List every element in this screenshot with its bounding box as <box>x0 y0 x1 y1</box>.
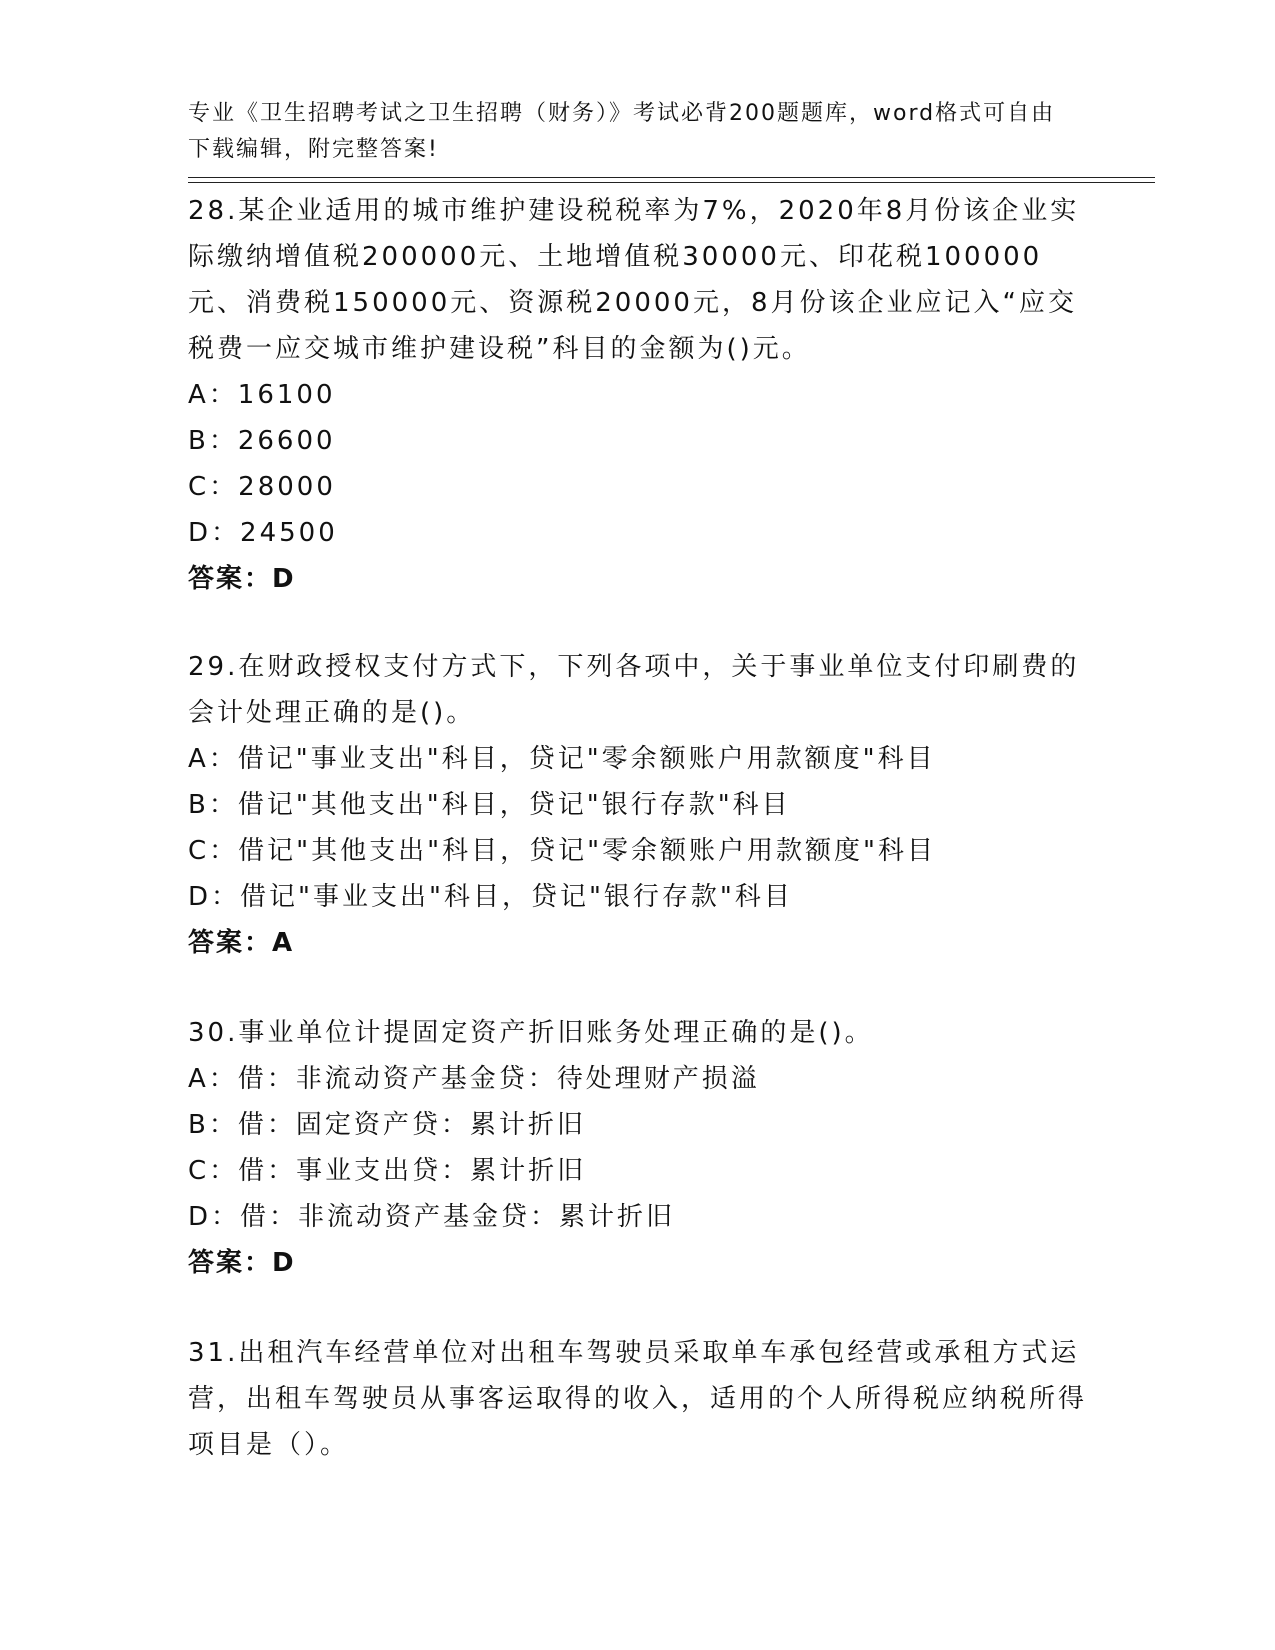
option-d: D：借记"事业支出"科目，贷记"银行存款"科目 <box>188 882 793 912</box>
answer: 答案：D <box>188 564 296 594</box>
option-d: D：24500 <box>188 518 338 548</box>
option-a: A：16100 <box>188 380 336 410</box>
question-29 <box>188 644 1088 966</box>
question-31 <box>188 1330 1088 1468</box>
option-d: D：借：非流动资产基金贷：累计折旧 <box>188 1202 676 1232</box>
option-c: C：28000 <box>188 472 336 502</box>
option-a: A：借：非流动资产基金贷：待处理财产损溢 <box>188 1064 760 1094</box>
option-c: C：借：事业支出贷：累计折旧 <box>188 1156 587 1186</box>
option-b: B：借：固定资产贷：累计折旧 <box>188 1110 586 1140</box>
header-rule-top <box>188 177 1155 178</box>
question-stem: 30.事业单位计提固定资产折旧账务处理正确的是()。 <box>188 1018 874 1048</box>
option-c: C：借记"其他支出"科目，贷记"零余额账户用款额度"科目 <box>188 836 936 866</box>
answer: 答案：D <box>188 1248 296 1278</box>
option-b: B：26600 <box>188 426 336 456</box>
question-stem: 29.在财政授权支付方式下，下列各项中，关于事业单位支付印刷费的会计处理正确的是()。 <box>188 652 1080 728</box>
question-28 <box>188 188 1088 602</box>
answer: 答案：A <box>188 928 295 958</box>
question-30 <box>188 1010 1088 1286</box>
header-rule-bottom <box>188 182 1155 183</box>
question-stem: 28.某企业适用的城市维护建设税税率为7%，2020年8月份该企业实际缴纳增值税200000元、土地增值税30000元、印花税100000元、消费税150000元、资源税20000元，8月份该企业应记入“应交税费一应交城市维护建设税”科目的金额为()元。 <box>188 196 1080 364</box>
option-a: A：借记"事业支出"科目，贷记"零余额账户用款额度"科目 <box>188 744 936 774</box>
question-stem: 31.出租汽车经营单位对出租车驾驶员采取单车承包经营或承租方式运营，出租车驾驶员从事客运取得的收入，适用的个人所得税应纳税所得项目是（）。 <box>188 1338 1088 1460</box>
header-note: 专业《卫生招聘考试之卫生招聘（财务）》考试必背200题题库，word格式可自由下载编辑，附完整答案! <box>188 101 1056 162</box>
option-b: B：借记"其他支出"科目，贷记"银行存款"科目 <box>188 790 791 820</box>
